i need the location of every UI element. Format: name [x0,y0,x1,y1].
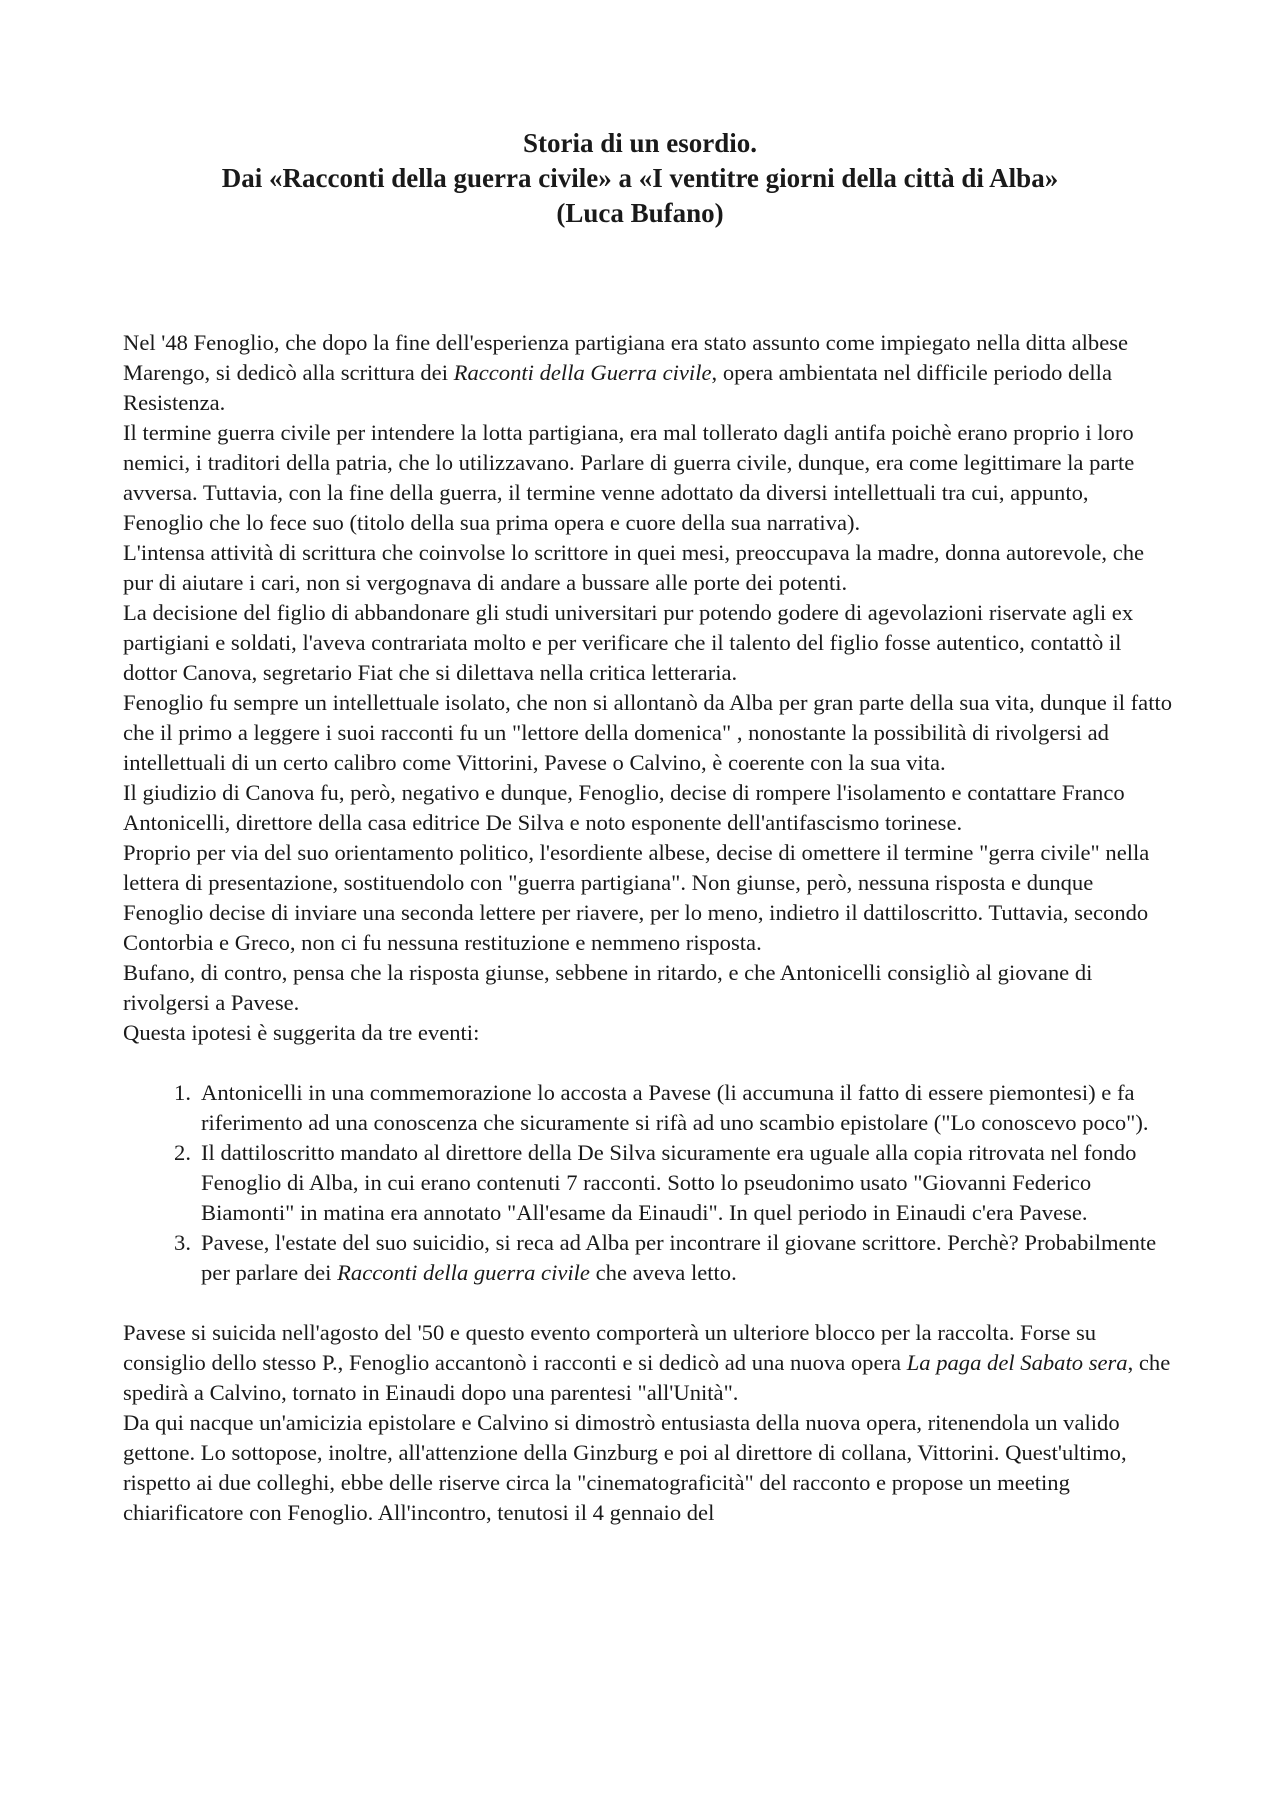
list-item-text: Antonicelli in una commemorazione lo accosta a Pavese (li accumuna il fatto di essere piemontesi) e fa riferimento ad una conoscenza che sicuramente si rifà ad uno scambio epistolare ("Lo conoscevo poco"). [201,1080,1149,1135]
paragraph-6: Il giudizio di Canova fu, però, negativo e dunque, Fenoglio, decise di rompere l'isolamento e contattare Franco Antonicelli, direttore della casa editrice De Silva e noto esponente dell'antifascismo torinese. [123,780,1125,835]
work-title: Racconti della Guerra civile [453,360,712,385]
paragraph-9: Questa ipotesi è suggerita da tre eventi: [123,1020,480,1045]
document-body [123,328,1173,1528]
work-title: La paga del Sabato sera [906,1350,1128,1375]
title-line-1: Storia di un esordio. [522,128,758,158]
list-item [174,1138,1173,1228]
list-item [174,1078,1173,1138]
list-item-text: Il dattiloscritto mandato al direttore della De Silva sicuramente era uguale alla copia ritrovata nel fondo Fenoglio di Alba, in cui erano contenuti 7 racconti. Sotto lo pseudonimo usato "Giovanni Federico Biamonti" in matina era annotato "All'esame da Einaudi". In quel periodo in Einaudi c'era Pavese. [201,1140,1137,1225]
title-line-3: (Luca Bufano) [556,198,724,228]
list-item-text: Pavese, l'estate del suo suicidio, si reca ad Alba per incontrare il giovane scrittore. Perchè? Probabilmente per parlare dei Racconti della guerra civile che aveva letto. [201,1230,1157,1285]
paragraph-1: Nel '48 Fenoglio, che dopo la fine dell'esperienza partigiana era stato assunto come impiegato nella ditta albese Marengo, si dedicò alla scrittura dei Racconti della Guerra civile, opera ambientata nel difficile periodo della Resistenza. [123,330,1129,415]
list-number: 3. [174,1230,191,1255]
events-list [123,1078,1173,1288]
paragraph-2: Il termine guerra civile per intendere la lotta partigiana, era mal tollerato dagli antifa poichè erano proprio i loro nemici, i traditori della patria, che lo utilizzavano. Parlare di guerra civile, dunque, era come legittimare la parte avversa. Tuttavia, con la fine della guerra, il termine venne adottato da diversi intellettuali tra cui, appunto, Fenoglio che lo fece suo (titolo della sua prima opera e cuore della sua narrativa). [123,420,1135,535]
list-number: 1. [174,1080,191,1105]
paragraph-11: Da qui nacque un'amicizia epistolare e Calvino si dimostrò entusiasta della nuova opera, ritenendola un valido gettone. Lo sottopose, inoltre, all'attenzione della Ginzburg e poi al direttore di collana, Vittorini. Quest'ultimo, rispetto ai due colleghi, ebbe delle riserve circa la "cinematograficità" del racconto e propose un meeting chiarificatore con Fenoglio. All'incontro, tenutosi il 4 gennaio del [123,1410,1127,1525]
list-item [174,1228,1173,1288]
paragraph-4: La decisione del figlio di abbandonare gli studi universitari pur potendo godere di agevolazioni riservate agli ex partigiani e soldati, l'aveva contrariata molto e per verificare che il talento del figlio fosse autentico, contattò il dottor Canova, segretario Fiat che si dilettava nella critica letteraria. [123,600,1134,685]
paragraph-3: L'intensa attività di scrittura che coinvolse lo scrittore in quei mesi, preoccupava la madre, donna autorevole, che pur di aiutare i cari, non si vergognava di andare a bussare alle porte dei potenti. [123,540,1145,595]
paragraph-8: Bufano, di contro, pensa che la risposta giunse, sebbene in ritardo, e che Antonicelli consigliò al giovane di rivolgersi a Pavese. [123,960,1093,1015]
title-line-2: Dai «Racconti della guerra civile» a «I ventitre giorni della città di Alba» [221,163,1059,193]
work-title: Racconti della guerra civile [337,1260,590,1285]
paragraph-7: Proprio per via del suo orientamento politico, l'esordiente albese, decise di omettere il termine "gerra civile" nella lettera di presentazione, sostituendolo con "guerra partigiana". Non giunse, però, nessuna risposta e dunque Fenoglio decise di inviare una seconda lettere per riavere, per lo meno, indietro il dattiloscritto. Tuttavia, secondo Contorbia e Greco, non ci fu nessuna restituzione e nemmeno risposta. [123,840,1150,955]
paragraph-10: Pavese si suicida nell'agosto del '50 e questo evento comporterà un ulteriore blocco per la raccolta. Forse su consiglio dello stesso P., Fenoglio accantonò i racconti e si dedicò ad una nuova opera La paga del Sabato sera, che spedirà a Calvino, tornato in Einaudi dopo una parentesi "all'Unità". [123,1320,1171,1405]
document-title [0,126,1280,231]
list-number: 2. [174,1140,191,1165]
spacer [123,1048,1173,1078]
spacer [123,1288,1173,1318]
paragraph-5: Fenoglio fu sempre un intellettuale isolato, che non si allontanò da Alba per gran parte della sua vita, dunque il fatto che il primo a leggere i suoi racconti fu un "lettore della domenica" , nonostante la possibilità di rivolgersi ad intellettuali di un certo calibro come Vittorini, Pavese o Calvino, è coerente con la sua vita. [123,690,1173,775]
